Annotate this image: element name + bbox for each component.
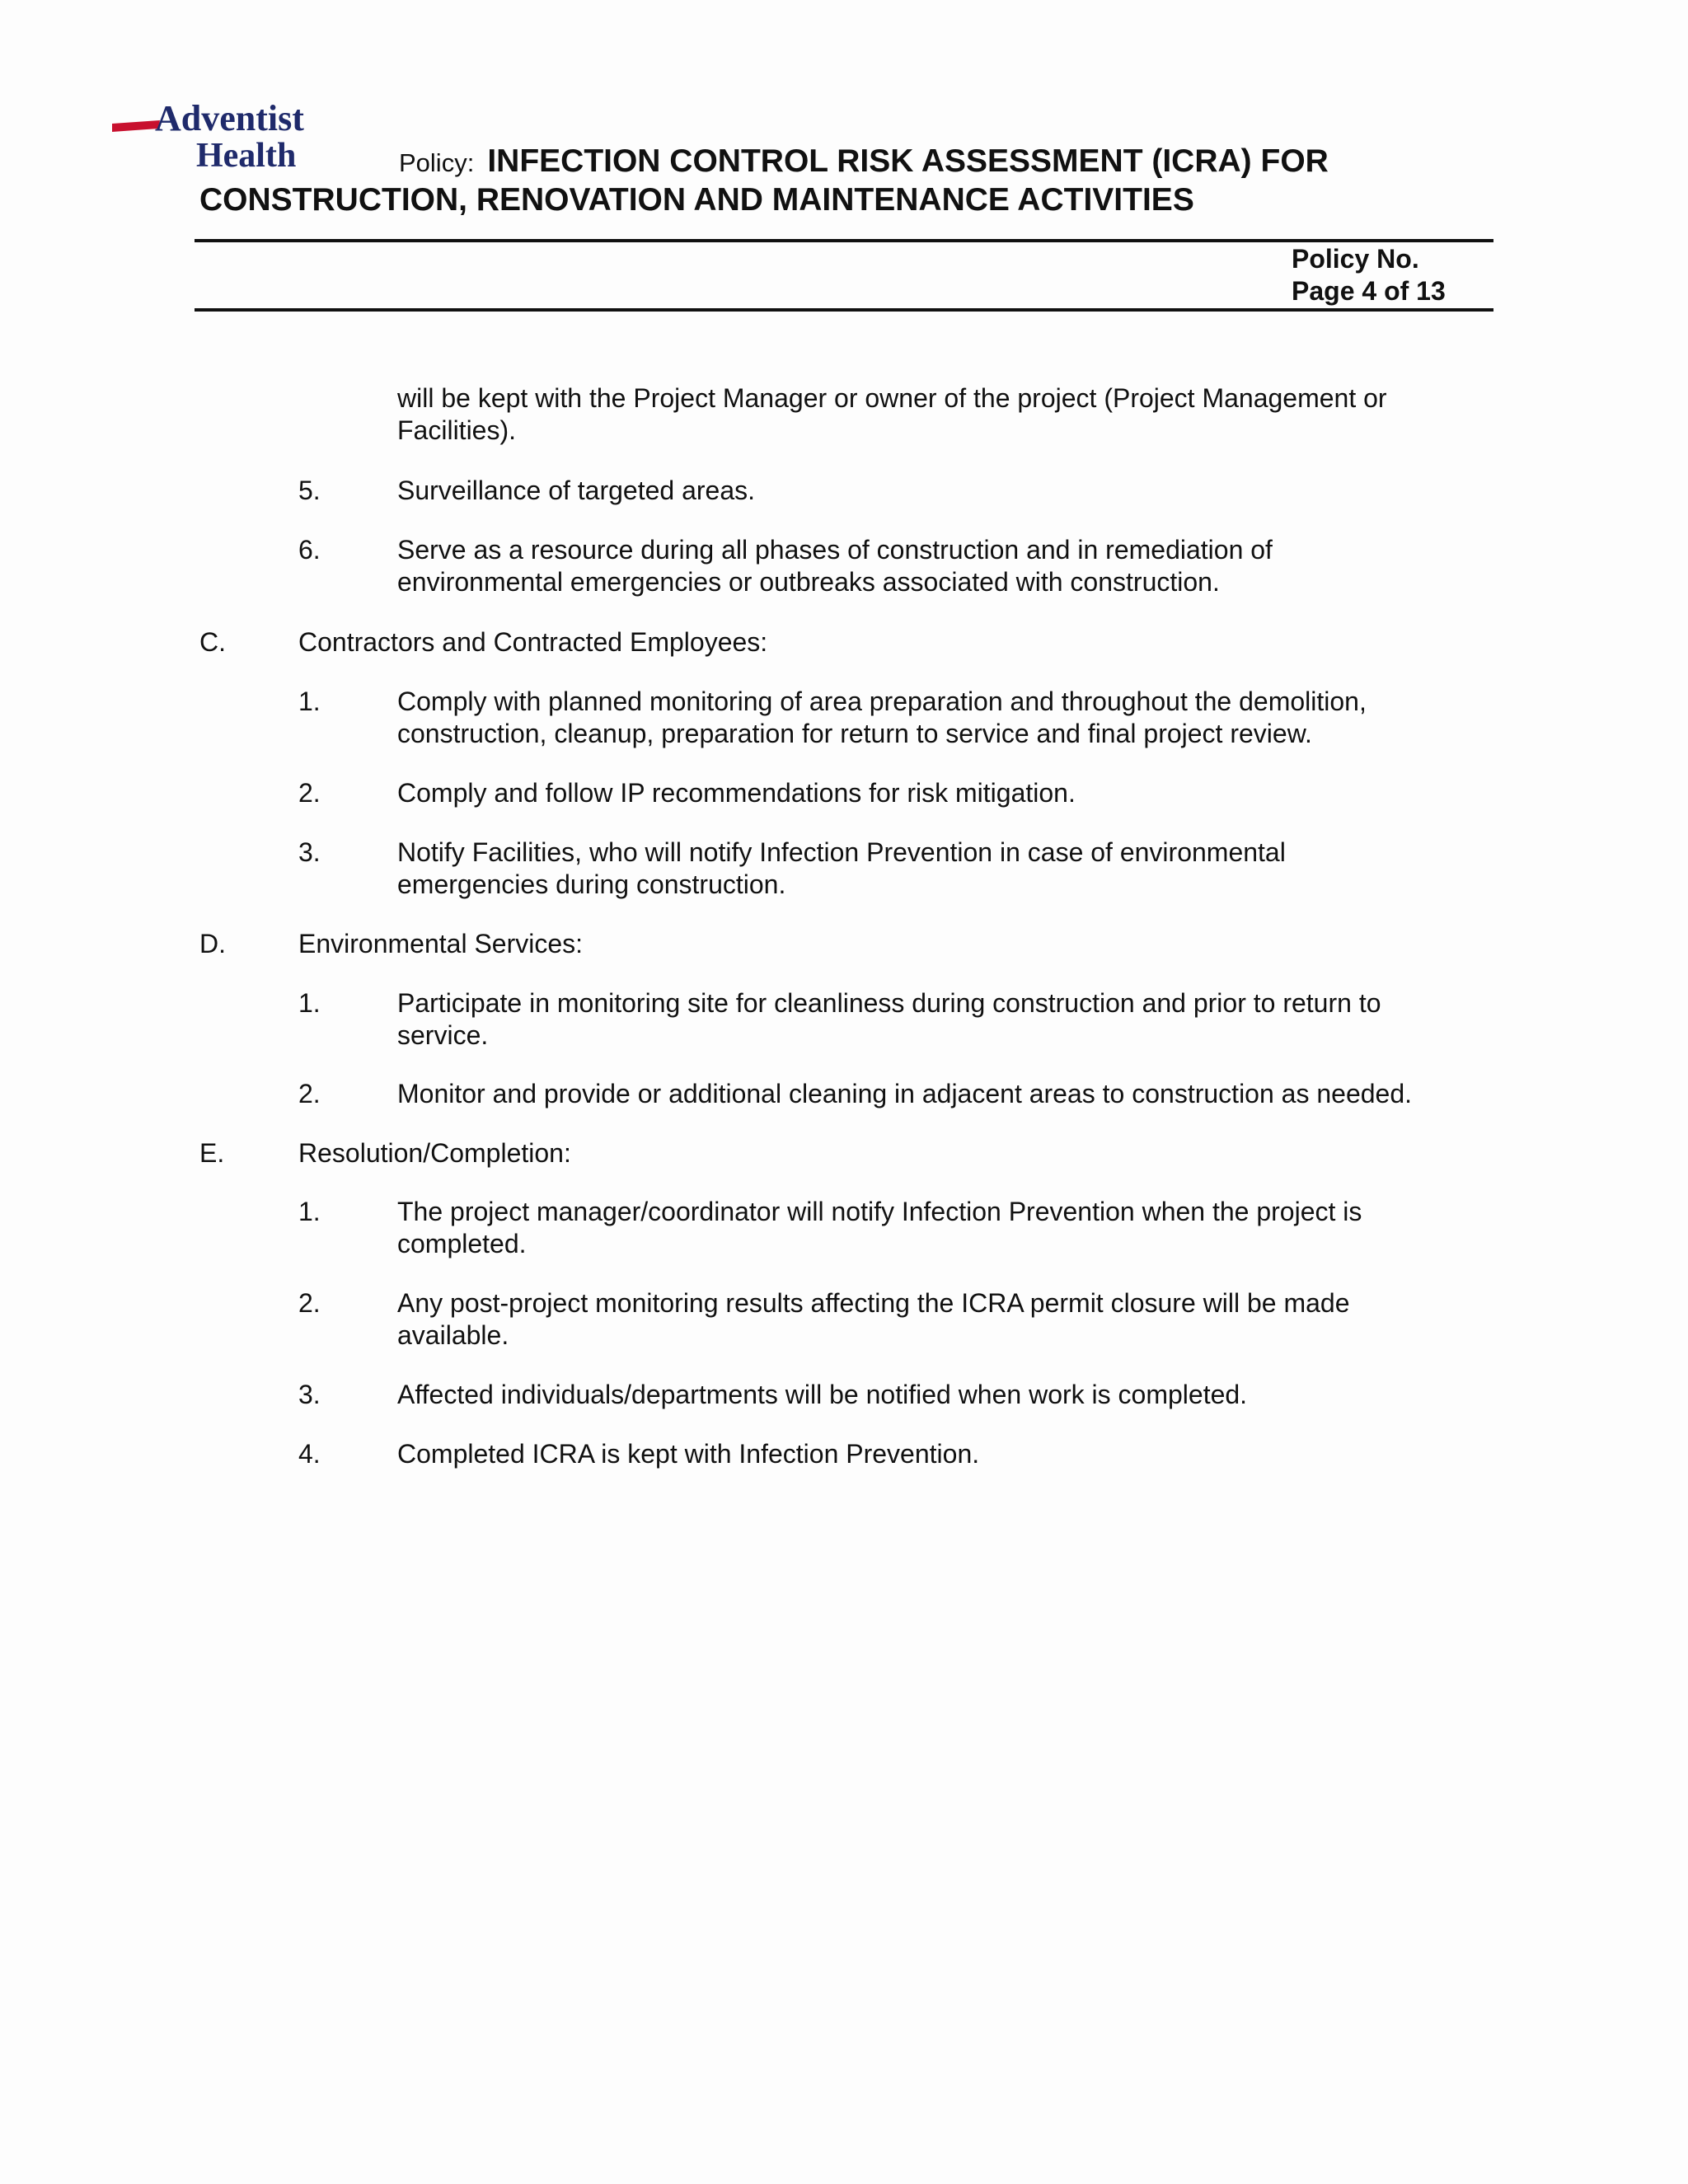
- adventist-health-logo: [112, 96, 326, 171]
- item-number: 1.: [298, 1197, 321, 1226]
- item-number: 2.: [298, 1288, 321, 1318]
- header-top-rule: [195, 239, 1493, 242]
- policy-title-part-1: INFECTION CONTROL RISK ASSESSMENT (ICRA) FOR: [487, 143, 1329, 179]
- item-number: 6.: [298, 535, 321, 565]
- item-number: 1.: [298, 687, 321, 716]
- item-number: 3.: [298, 837, 321, 867]
- section-letter: E.: [199, 1138, 225, 1168]
- item-text: available.: [397, 1320, 509, 1350]
- item-text: service.: [397, 1020, 489, 1050]
- item-text: Notify Facilities, who will notify Infection Prevention in case of environmental: [397, 837, 1286, 867]
- logo-text-adventist: Adventist: [155, 98, 304, 138]
- item-text: Affected individuals/departments will be notified when work is completed.: [397, 1380, 1248, 1409]
- item-number: 5.: [298, 476, 321, 505]
- continuation-line-1: will be kept with the Project Manager or owner of the project (Project Management or: [397, 383, 1387, 413]
- continuation-line-2: Facilities).: [397, 415, 517, 445]
- logo-red-stripe: [112, 120, 160, 132]
- logo-mark: [112, 96, 326, 171]
- item-text: Participate in monitoring site for cleanliness during construction and prior to return to: [397, 988, 1381, 1018]
- item-text: completed.: [397, 1229, 527, 1258]
- logo-text-health: Health: [196, 137, 297, 171]
- section-letter: D.: [199, 929, 226, 958]
- section-title: Contractors and Contracted Employees:: [298, 627, 768, 657]
- section-letter: C.: [199, 627, 226, 657]
- item-text: Monitor and provide or additional cleaning in adjacent areas to construction as needed.: [397, 1079, 1413, 1108]
- item-text: Comply and follow IP recommendations for risk mitigation.: [397, 778, 1076, 808]
- item-text: Serve as a resource during all phases of construction and in remediation of: [397, 535, 1273, 565]
- item-number: 3.: [298, 1380, 321, 1409]
- item-text: Any post-project monitoring results affecting the ICRA permit closure will be made: [397, 1288, 1350, 1318]
- item-text: environmental emergencies or outbreaks associated with construction.: [397, 567, 1220, 597]
- section-title: Resolution/Completion:: [298, 1138, 571, 1168]
- item-number: 2.: [298, 778, 321, 808]
- item-text: Completed ICRA is kept with Infection Prevention.: [397, 1439, 980, 1469]
- policy-no-label: Policy No.: [1292, 244, 1419, 274]
- policy-title-part-2: CONSTRUCTION, RENOVATION AND MAINTENANCE ACTIVITIES: [199, 182, 1194, 218]
- item-text: Surveillance of targeted areas.: [397, 476, 756, 505]
- item-number: 2.: [298, 1079, 321, 1108]
- policy-prefix: Policy:: [399, 148, 475, 177]
- item-text: construction, cleanup, preparation for return to service and final project review.: [397, 719, 1312, 748]
- header-bottom-rule: [195, 308, 1493, 312]
- item-number: 1.: [298, 988, 321, 1018]
- item-text: Comply with planned monitoring of area preparation and throughout the demolition,: [397, 687, 1367, 716]
- policy-meta: [1292, 243, 1446, 307]
- item-text: The project manager/coordinator will notify Infection Prevention when the project is: [397, 1197, 1362, 1226]
- section-title: Environmental Services:: [298, 929, 584, 958]
- item-text: emergencies during construction.: [397, 869, 786, 899]
- page-number: Page 4 of 13: [1292, 276, 1446, 306]
- item-number: 4.: [298, 1439, 321, 1469]
